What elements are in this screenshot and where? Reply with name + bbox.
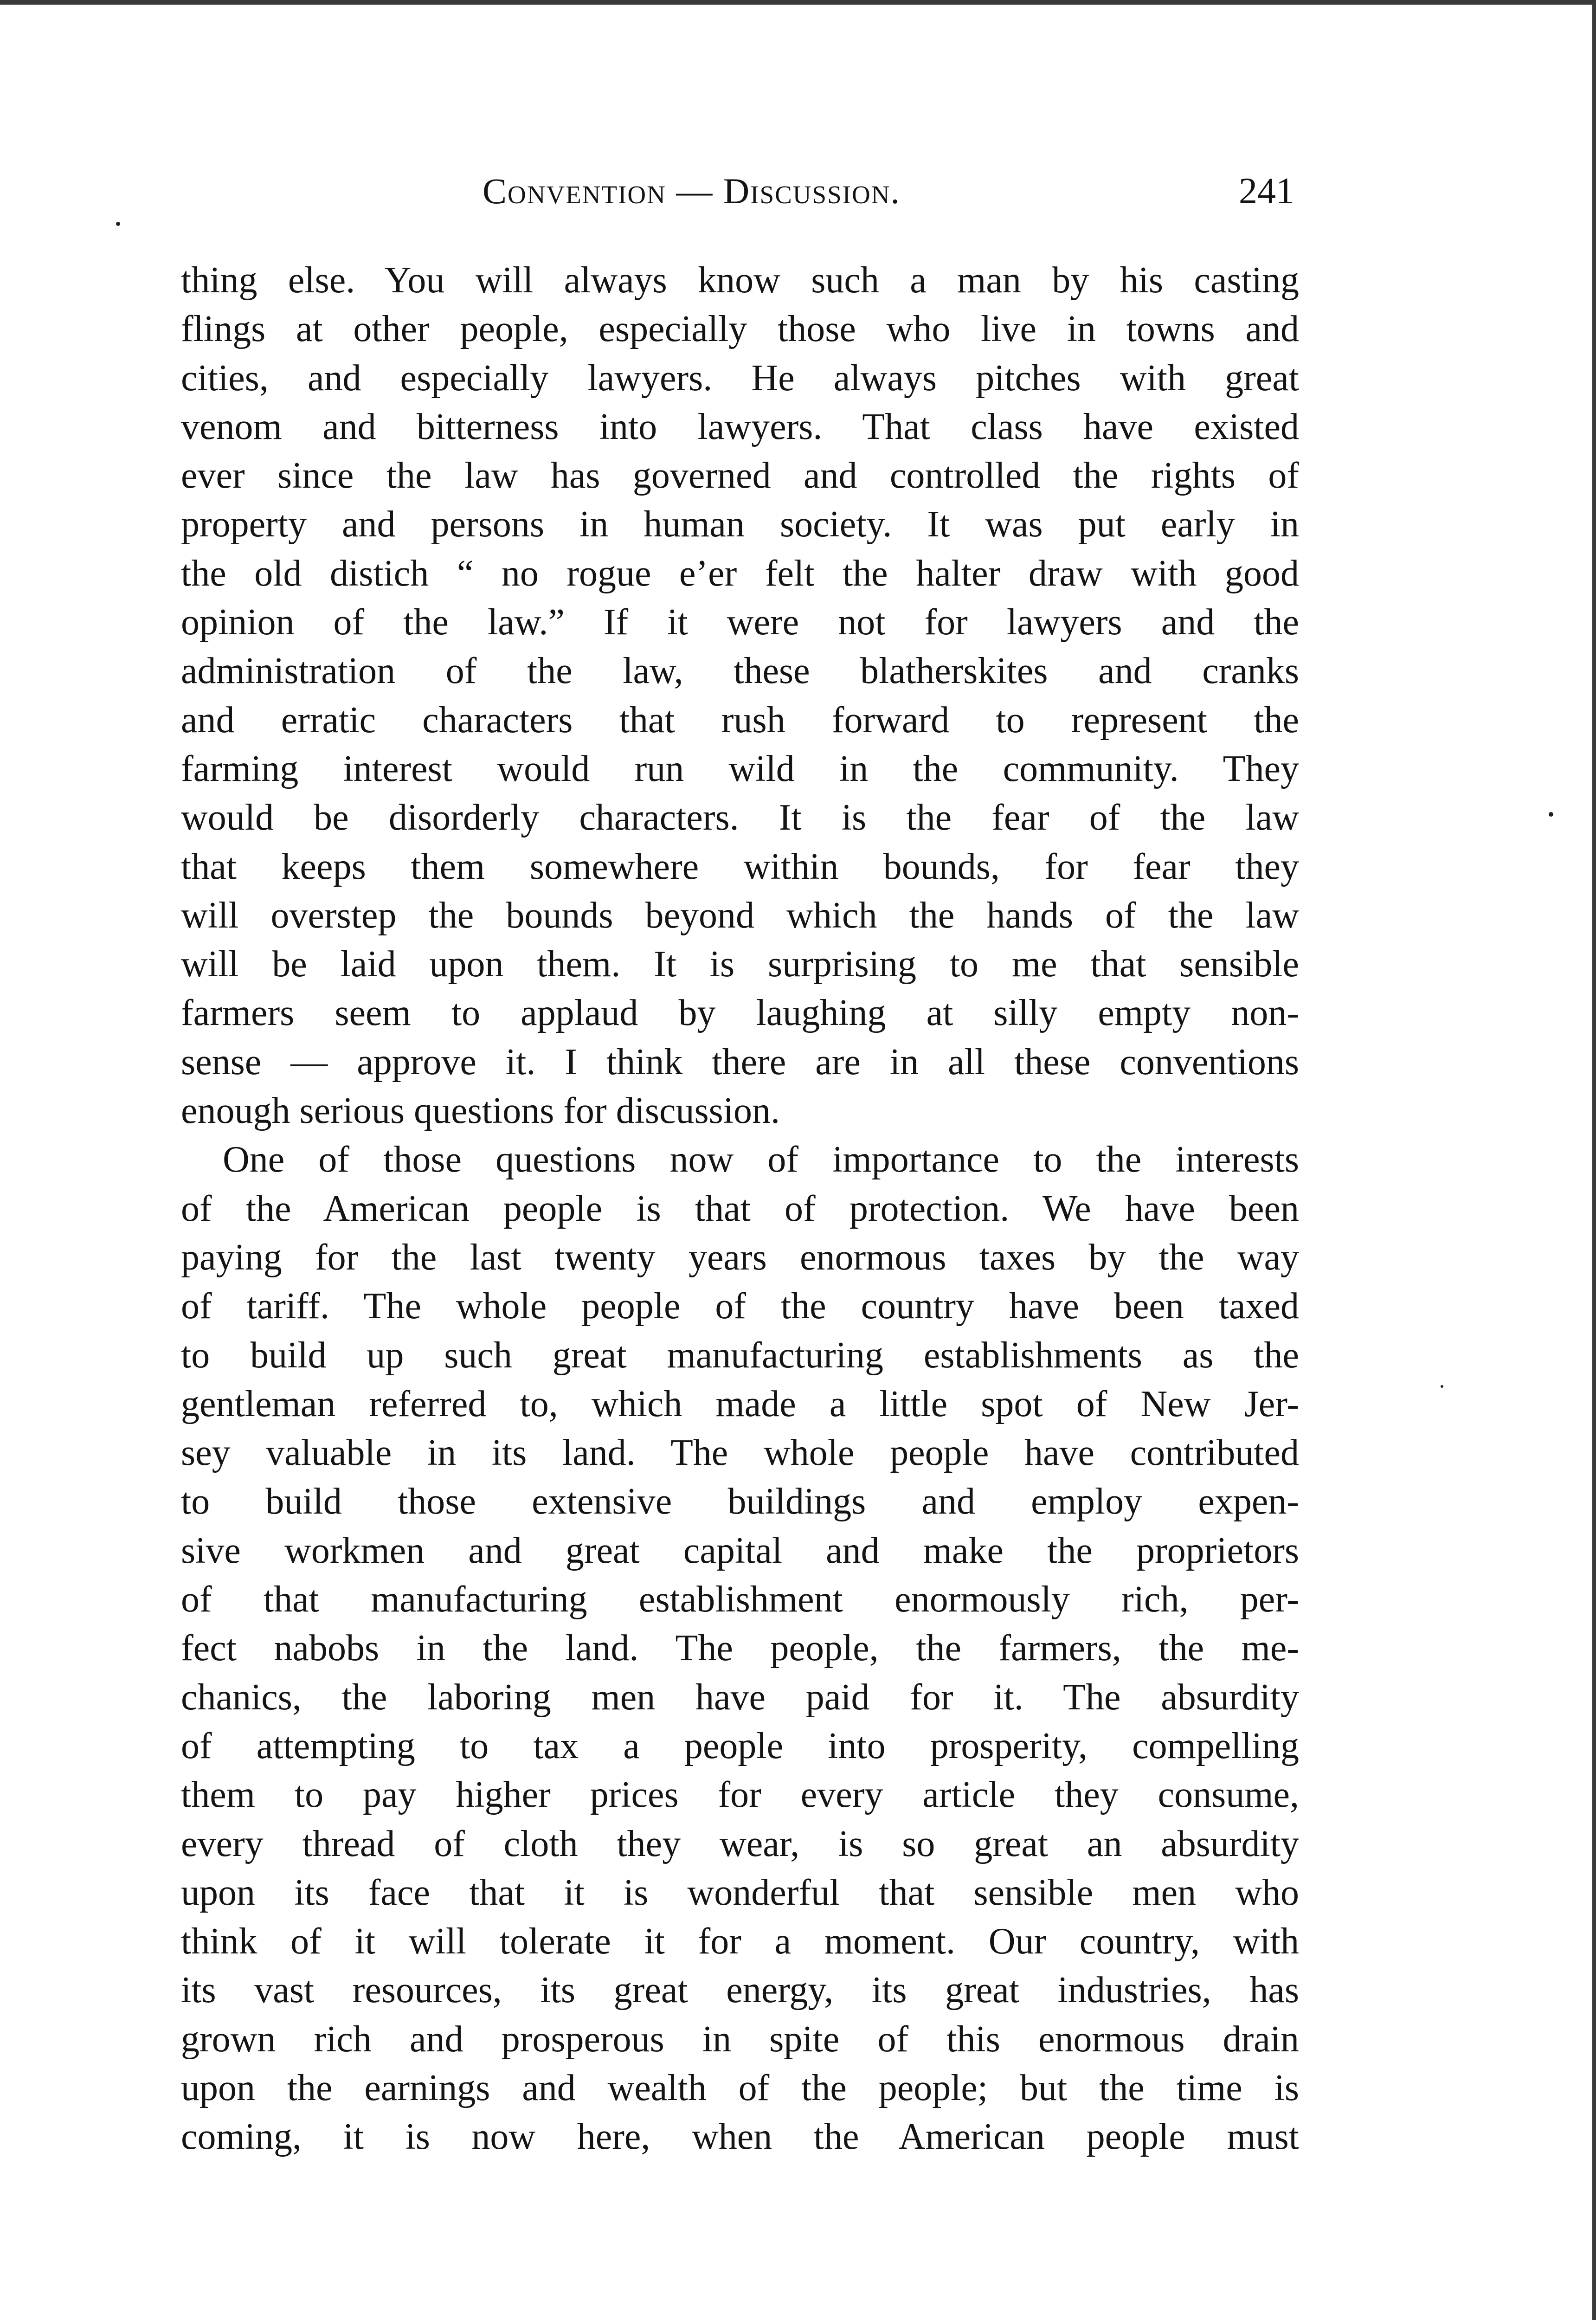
text-line: farmers seem to applaud by laughing at silly empty non- <box>181 992 1299 1034</box>
text-line: flings at other people, especially those who live in towns and <box>181 309 1299 350</box>
text-line: fect nabobs in the land. The people, the farmers, the me- <box>181 1628 1299 1669</box>
scan-speck <box>116 222 120 226</box>
text-line: property and persons in human society. It was put early in <box>181 504 1299 545</box>
text-line: enough serious questions for discussion. <box>181 1090 780 1132</box>
text-line: grown rich and prosperous in spite of this enormous drain <box>181 2018 1299 2060</box>
text-line: farming interest would run wild in the community. They <box>181 748 1299 789</box>
text-line: gentleman referred to, which made a little spot of New Jer- <box>181 1383 1299 1424</box>
text-line: every thread of cloth they wear, is so great an absurdity <box>181 1823 1299 1864</box>
text-line: of attempting to tax a people into prosperity, compelling <box>181 1725 1299 1766</box>
text-line: to build up such great manufacturing establishments as the <box>181 1334 1299 1376</box>
running-head <box>186 163 1294 219</box>
text-line: One of those questions now of importance to the interests <box>223 1139 1299 1180</box>
text-line: would be disorderly characters. It is the fear of the law <box>181 797 1299 838</box>
text-line: of the American people is that of protection. We have been <box>181 1188 1299 1229</box>
body-text <box>181 256 1299 2162</box>
text-line: sense — approve it. I think there are in all these conventions <box>181 1041 1299 1083</box>
scan-speck <box>1441 1385 1443 1388</box>
text-line: venom and bitterness into lawyers. That class have existed <box>181 406 1299 447</box>
text-line: paying for the last twenty years enormous taxes by the way <box>181 1237 1299 1278</box>
text-line: its vast resources, its great energy, its great industries, has <box>181 1970 1299 2011</box>
text-line: cities, and especially lawyers. He always pitches with great <box>181 357 1299 399</box>
text-line: of tariff. The whole people of the country have been taxed <box>181 1286 1299 1327</box>
running-title: Convention — Discussion. <box>483 171 901 211</box>
text-line: will be laid upon them. It is surprising to me that sensible <box>181 944 1299 985</box>
text-line: sive workmen and great capital and make the proprietors <box>181 1530 1299 1571</box>
scan-border-top <box>0 0 1596 5</box>
text-line: will overstep the bounds beyond which the hands of the law <box>181 895 1299 936</box>
text-line: of that manufacturing establishment enormously rich, per- <box>181 1579 1299 1620</box>
text-line: upon its face that it is wonderful that sensible men who <box>181 1872 1299 1913</box>
text-line: coming, it is now here, when the American people must <box>181 2116 1299 2158</box>
text-line: upon the earnings and wealth of the people; but the time is <box>181 2067 1299 2108</box>
page-number: 241 <box>1239 171 1294 212</box>
text-line: the old distich “ no rogue e’er felt the halter draw with good <box>181 553 1299 594</box>
text-line: think of it will tolerate it for a moment. Our country, with <box>181 1921 1299 1962</box>
text-line: them to pay higher prices for every article they consume, <box>181 1774 1299 1816</box>
text-line: ever since the law has governed and controlled the rights of <box>181 455 1299 496</box>
text-line: thing else. You will always know such a man by his casting <box>181 260 1299 301</box>
text-line: sey valuable in its land. The whole people have contributed <box>181 1432 1299 1474</box>
text-line: and erratic characters that rush forward to represent the <box>181 699 1299 741</box>
text-line: administration of the law, these blatherskites and cranks <box>181 651 1299 692</box>
text-line: that keeps them somewhere within bounds, for fear they <box>181 846 1299 887</box>
text-line: chanics, the laboring men have paid for it. The absurdity <box>181 1676 1299 1718</box>
scan-speck <box>1549 812 1553 817</box>
text-line: opinion of the law.” If it were not for lawyers and the <box>181 602 1299 643</box>
text-line: to build those extensive buildings and employ expen- <box>181 1481 1299 1522</box>
scan-border-right <box>1592 0 1596 2320</box>
